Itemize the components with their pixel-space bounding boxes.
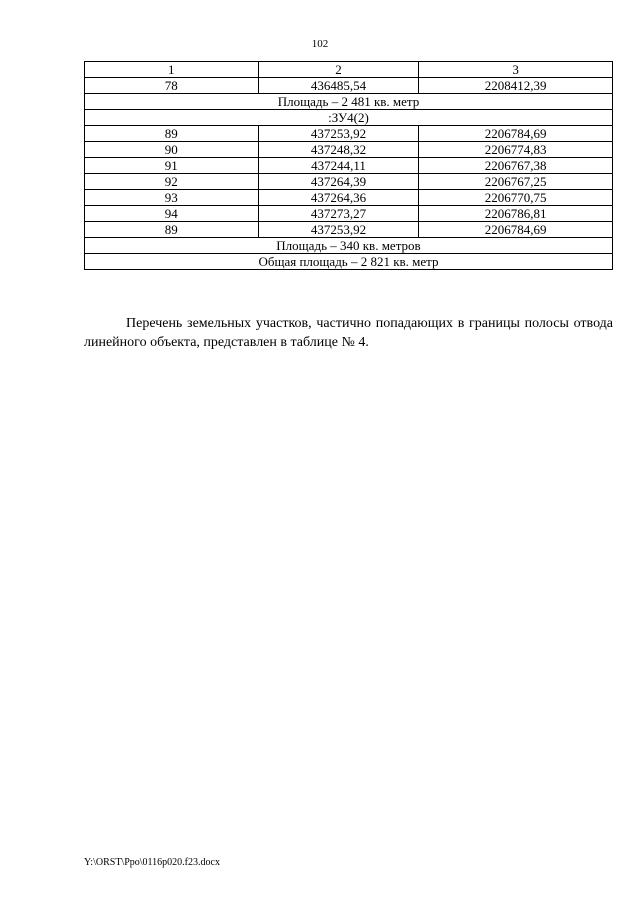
table-row [85,174,613,190]
y-coordinate-cell: 2206767,38 [419,158,613,174]
footer-file-path: Y:\ORST\Ppo\0116p020.f23.docx [84,857,220,868]
y-coordinate-cell: 2206774,83 [419,142,613,158]
y-coordinate-cell: 2206767,25 [419,174,613,190]
table-header-row [85,62,613,78]
x-coordinate-cell: 436485,54 [258,78,419,94]
table-row [85,126,613,142]
table-row [85,222,613,238]
point-number-cell: 90 [85,142,259,158]
x-coordinate-cell: 437264,39 [258,174,419,190]
table-row [85,142,613,158]
point-number-cell: 89 [85,126,259,142]
y-coordinate-cell: 2206770,75 [419,190,613,206]
y-coordinate-cell: 2208412,39 [419,78,613,94]
total-area-row [85,254,613,270]
header-cell-3: 3 [419,62,613,78]
point-number-cell: 93 [85,190,259,206]
coordinates-table [84,61,613,270]
header-cell-1: 1 [85,62,259,78]
point-number-cell: 92 [85,174,259,190]
y-coordinate-cell: 2206784,69 [419,126,613,142]
point-number-cell: 91 [85,158,259,174]
total-area-cell: Общая площадь – 2 821 кв. метр [85,254,613,270]
x-coordinate-cell: 437273,27 [258,206,419,222]
area-row [85,238,613,254]
page-number: 102 [311,38,329,50]
y-coordinate-cell: 2206784,69 [419,222,613,238]
point-number-cell: 89 [85,222,259,238]
point-number-cell: 94 [85,206,259,222]
point-number-cell: 78 [85,78,259,94]
x-coordinate-cell: 437248,32 [258,142,419,158]
header-cell-2: 2 [258,62,419,78]
area-cell: Площадь – 2 481 кв. метр [85,94,613,110]
parcel-label-cell: :ЗУ4(2) [85,110,613,126]
table-row [85,158,613,174]
table-row [85,190,613,206]
area-row [85,94,613,110]
x-coordinate-cell: 437253,92 [258,222,419,238]
body-paragraph: Перечень земельных участков, частично попадающих в границы полосы отвода линейного объекта, представлен в таблице № 4. [84,316,613,350]
x-coordinate-cell: 437244,11 [258,158,419,174]
x-coordinate-cell: 437253,92 [258,126,419,142]
parcel-label-row [85,110,613,126]
x-coordinate-cell: 437264,36 [258,190,419,206]
y-coordinate-cell: 2206786,81 [419,206,613,222]
area-cell: Площадь – 340 кв. метров [85,238,613,254]
table-row [85,206,613,222]
table-row [85,78,613,94]
